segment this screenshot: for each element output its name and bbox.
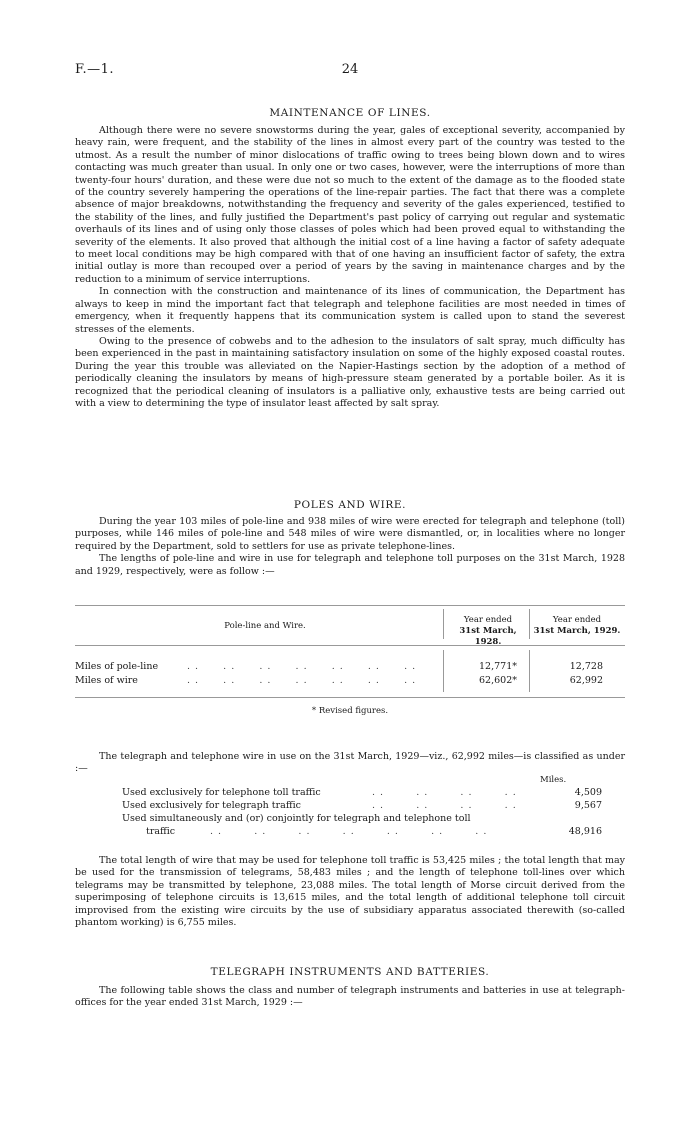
classification-row	[122, 800, 602, 813]
row-label: Used simultaneously and (or) conjointly for telegraph and telephone toll	[122, 813, 471, 824]
page-number: 24	[341, 62, 359, 77]
row-value: 4,509	[574, 787, 602, 798]
paragraph: The total length of wire that may be used for telephone toll traffic is 53,425 miles ; the total length that may be used for the transmission of telegrams, 58,483 miles ; and the length of telephone toll-lines over which telegrams may be transmitted by telephone, 23,088 miles. The total length of Morse circuit derived from the superimposing of telephone circuits is 13,615 miles, and the total length of additional telephone toll circuit improvised from the existing wire circuits by the use of subsidiary apparatus associated therewith (so-called phantom working) is 6,755 miles.	[75, 855, 625, 929]
row-label: traffic	[146, 826, 176, 837]
header-line: 31st March, 1929.	[533, 626, 621, 636]
row-label: Miles of wire	[75, 675, 138, 686]
table-header-1929	[532, 615, 622, 637]
classification-row-continuation	[122, 826, 602, 839]
maintenance-text	[75, 125, 625, 410]
classification-row	[122, 787, 602, 800]
paragraph: The following table shows the class and number of telegraph instruments and batteries in use at telegraph-offices for the year ended 31st March, 1929 :—	[75, 985, 625, 1009]
row-label: Used exclusively for telephone toll traffic	[122, 787, 321, 798]
poles-text	[75, 516, 625, 578]
section-heading-maintenance: MAINTENANCE OF LINES.	[269, 107, 431, 119]
report-reference: F.—1.	[75, 62, 115, 77]
leader-dots: . . . . . . . .	[372, 800, 517, 811]
row-label: Miles of pole-line	[75, 661, 159, 672]
paragraph: During the year 103 miles of pole-line and 938 miles of wire were erected for telegraph and telephone (toll) purposes, while 146 miles of pole-line and 548 miles of wire were dismantled, or, in localities where no longer required by the Department, sold to settlers for use as private telephone-lines.	[75, 516, 625, 552]
paragraph: In connection with the construction and maintenance of its lines of communication, the Department has always to keep in mind the important fact that telegraph and telephone facilities are most needed in times of emergency, when it frequently happens that its communication system is called upon to stand the severest stresses of the elements.	[75, 286, 625, 335]
value-1929: 12,728	[569, 661, 603, 672]
unit-header: Miles.	[540, 775, 567, 785]
paragraph: Although there were no severe snowstorms during the year, gales of exceptional severity, accompanied by heavy rain, were frequent, and the stability of the lines in almost every part of the country was tested to the utmost. As a result the number of minor dislocations of traffic owing to trees being blown down and to wires contacting was much greater than usual. In only one or two cases, however, were the interruptions of more than twenty-four hours' duration, and these were due not so much to the extent of the damage as to the flooded state of the country severely hampering the operations of the line-repair parties. The fact that there was a complete absence of major breakdowns, notwithstanding the frequency and severity of the gales experienced, testified to the stability of the lines, and fully justified the Department's past policy of carrying out regular and systematic overhauls of its lines and of using only those classes of poles which had been proved equal to withstanding the severity of the elements. It also proved that although the initial cost of a line having a factor of safety adequate to meet local conditions may be high compared with that of one having an insufficient factor of safety, the extra initial outlay is more than recouped over a period of years by the saving in maintenance charges and by the reduction to a minimum of service interruptions.	[75, 125, 625, 285]
column-divider	[443, 609, 444, 639]
leader-dots: . . . . . . . . . . . . . .	[187, 661, 417, 672]
column-divider	[529, 609, 530, 639]
leader-dots: . . . . . . . . . . . . . .	[187, 675, 417, 686]
value-1929: 62,992	[569, 675, 603, 686]
header-line: Year ended	[552, 615, 602, 625]
header-line: 31st March, 1928.	[459, 626, 517, 647]
row-value: 9,567	[574, 800, 602, 811]
row-label: Used exclusively for telegraph traffic	[122, 800, 301, 811]
header-line: Year ended	[463, 615, 513, 625]
paragraph: The lengths of pole-line and wire in use for telegraph and telephone toll purposes on the 31st March, 1928 and 1929, respectively, were as follow :—	[75, 553, 625, 577]
classification-row	[122, 813, 602, 826]
value-1928: 12,771*	[479, 661, 517, 672]
table-row	[75, 675, 625, 688]
table-header-label: Pole-line and Wire.	[224, 621, 306, 631]
classification-intro	[75, 751, 625, 776]
table-top-rule	[75, 605, 625, 606]
leader-dots: . . . . . . . . . . . . . .	[210, 826, 488, 837]
table-header-1928	[448, 615, 528, 648]
section-heading-instruments: TELEGRAPH INSTRUMENTS AND BATTERIES.	[210, 966, 490, 978]
table-row	[75, 661, 625, 674]
paragraph: The telegraph and telephone wire in use on the 31st March, 1929—viz., 62,992 miles—is classified as under :—	[75, 751, 625, 775]
toll-traffic-text	[75, 855, 625, 929]
table-bottom-rule	[75, 697, 625, 698]
value-1928: 62,602*	[479, 675, 517, 686]
table-header-rule	[75, 645, 625, 646]
table-footnote: * Revised figures.	[311, 706, 389, 716]
paragraph: Owing to the presence of cobwebs and to the adhesion to the insulators of salt spray, much difficulty has been experienced in the past in maintaining satisfactory insulation on some of the highly exposed coastal routes. During the year this trouble was alleviated on the Napier-Hastings section by the adoption of a method of periodically cleaning the insulators by means of high-pressure steam generated by a portable boiler. As it is recognized that the periodical cleaning of insulators is a palliative only, exhaustive tests are being carried out with a view to determining the type of insulator least affected by salt spray.	[75, 335, 625, 409]
leader-dots: . . . . . . . .	[372, 787, 517, 798]
section-heading-poles-and-wire: POLES AND WIRE.	[293, 499, 407, 511]
row-value: 48,916	[568, 826, 602, 837]
instruments-text	[75, 985, 625, 1010]
